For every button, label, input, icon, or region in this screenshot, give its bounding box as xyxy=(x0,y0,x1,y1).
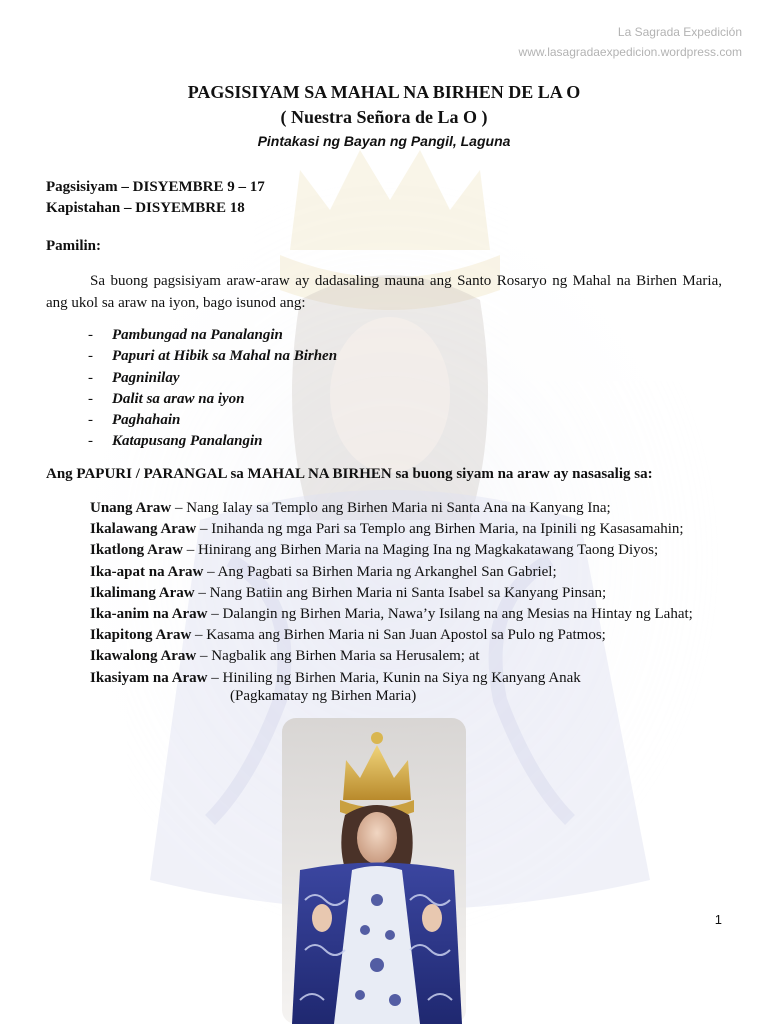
bullet-dash: - xyxy=(88,348,93,365)
prayer-list xyxy=(88,325,337,453)
novena-dates: Pagsisiyam – DISYEMBRE 9 – 17 xyxy=(46,179,265,195)
bullet-dash: - xyxy=(88,412,93,429)
day-text: – Hiniling ng Birhen Maria, Kunin na Siya ng Kanyang Anak xyxy=(207,669,581,686)
list-item xyxy=(90,625,693,646)
papuri-heading: Ang PAPURI / PARANGAL sa MAHAL NA BIRHEN sa buong siyam na araw ay nasasalig sa: xyxy=(46,466,653,482)
day-text: – Nang Ialay sa Templo ang Birhen Maria ni Santa Ana na Kanyang Ina; xyxy=(171,500,611,516)
day-name: Ikalawang Araw xyxy=(90,521,197,538)
list-item xyxy=(88,325,337,346)
bullet-dash: - xyxy=(88,327,93,343)
day-text: – Inihanda ng mga Pari sa Templo ang Birhen Maria, na Ipinili ng Kasasamahin; xyxy=(196,521,684,538)
list-item xyxy=(88,368,337,389)
intro-paragraph: Sa buong pagsisiyam araw-araw ay dadasaling mauna ang Santo Rosaryo ng Mahal na Birhen Maria, ang ukol sa araw na iyon, bago isunod ang: xyxy=(46,273,722,311)
day-text: – Nagbalik ang Birhen Maria sa Herusalem; at xyxy=(196,648,480,665)
list-item xyxy=(88,346,337,367)
prayer-name: Paghahain xyxy=(112,412,181,429)
list-item xyxy=(90,562,693,583)
page-title: PAGSISIYAM SA MAHAL NA BIRHEN DE LA O xyxy=(187,82,581,102)
prayer-name: Dalit sa araw na iyon xyxy=(112,390,245,407)
site-watermark xyxy=(519,22,742,62)
site-url: www.lasagradaexpedicion.wordpress.com xyxy=(518,45,742,59)
prayer-name: Papuri at Hibik sa Mahal na Birhen xyxy=(112,348,338,365)
day-name: Ikasiyam na Araw xyxy=(90,669,208,686)
list-item xyxy=(90,498,693,519)
dates-block xyxy=(46,177,265,219)
day-name: Ikatlong Araw xyxy=(90,542,183,559)
bullet-dash: - xyxy=(88,433,93,450)
day-name: Ikawalong Araw xyxy=(90,648,197,665)
day-text: – Hinirang ang Birhen Maria na Maging Ina ng Magkakatawang Taong Diyos; xyxy=(182,542,659,559)
list-item xyxy=(88,410,337,431)
list-item xyxy=(90,646,693,667)
list-item xyxy=(90,583,693,604)
day-name: Ikalimang Araw xyxy=(90,584,195,601)
days-list xyxy=(90,498,693,689)
list-item xyxy=(90,519,693,540)
day-name: Ika-anim na Araw xyxy=(90,606,208,623)
day-name: Unang Araw xyxy=(90,500,172,516)
day-text: – Ang Pagbati sa Birhen Maria ng Arkanghel San Gabriel; xyxy=(203,563,557,580)
list-item xyxy=(90,604,693,625)
day-name: Ika-apat na Araw xyxy=(90,563,204,580)
site-name: La Sagrada Expedición xyxy=(617,25,742,39)
prayer-name: Pambungad na Panalangin xyxy=(112,327,283,343)
page-number: 1 xyxy=(714,912,722,927)
page-subtitle: ( Nuestra Señora de La O ) xyxy=(280,107,488,127)
feast-date: Kapistahan – DISYEMBRE 18 xyxy=(46,200,245,216)
day-text: – Dalangin ng Birhen Maria, Nawa’y Isilang na ang Mesias na Hintay ng Lahat; xyxy=(207,606,693,623)
bullet-dash: - xyxy=(88,390,93,407)
day-text: – Kasama ang Birhen Maria ni San Juan Apostol sa Pulo ng Patmos; xyxy=(191,627,606,644)
prayer-name: Pagninilay xyxy=(112,369,180,386)
list-item xyxy=(88,431,337,452)
bullet-dash: - xyxy=(88,369,93,386)
list-item xyxy=(88,389,337,410)
title-block xyxy=(0,80,768,151)
page-tagline: Pintakasi ng Bayan ng Pangil, Laguna xyxy=(257,133,511,149)
day-text: – Nang Batiin ang Birhen Maria ni Santa Isabel sa Kanyang Pinsan; xyxy=(194,584,607,601)
last-day-note: (Pagkamatay ng Birhen Maria) xyxy=(230,688,417,704)
day-name: Ikapitong Araw xyxy=(90,627,192,644)
pamilin-label: Pamilin: xyxy=(46,238,101,254)
list-item xyxy=(90,540,693,561)
list-item xyxy=(90,668,693,689)
prayer-name: Katapusang Panalangin xyxy=(112,433,263,450)
